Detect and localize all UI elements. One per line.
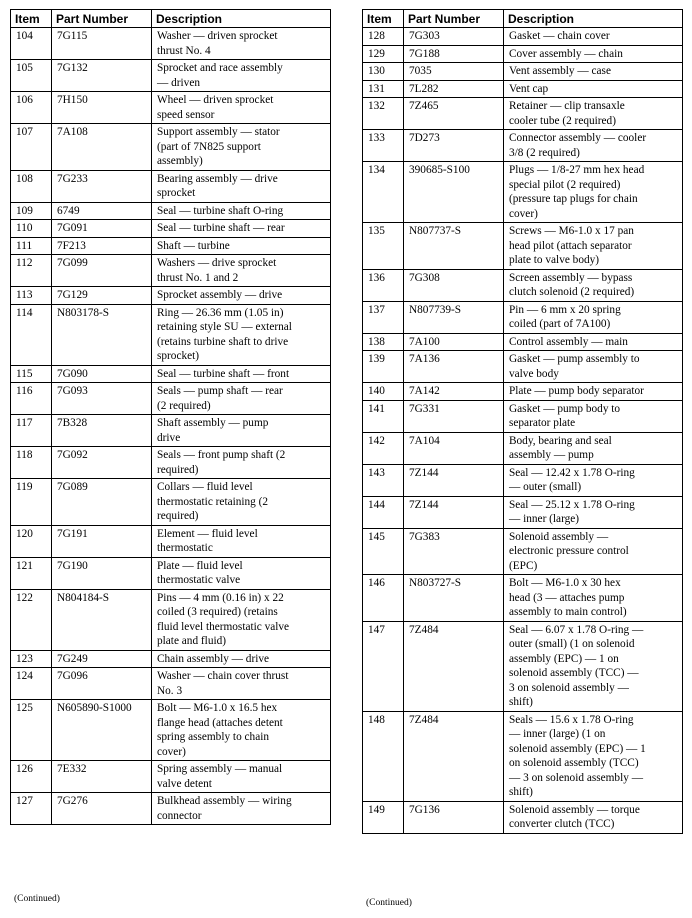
- table-row: [363, 621, 683, 711]
- description-cell: Bolt — M6-1.0 x 30 hex head (3 — attaches pump assembly to main control): [504, 575, 683, 622]
- part-number-cell: 7G089: [52, 479, 152, 526]
- item-cell: 123: [11, 650, 52, 668]
- part-number-cell: 7D273: [404, 130, 504, 162]
- part-number-cell: N803178-S: [52, 304, 152, 365]
- table-row: [11, 304, 331, 365]
- header-description: Description: [152, 10, 331, 28]
- description-cell: Connector assembly — cooler 3/8 (2 required): [504, 130, 683, 162]
- part-number-cell: 7A100: [404, 333, 504, 351]
- item-cell: 114: [11, 304, 52, 365]
- table-row: [11, 255, 331, 287]
- header-item: Item: [11, 10, 52, 28]
- item-cell: 137: [363, 301, 404, 333]
- item-cell: 140: [363, 383, 404, 401]
- part-number-cell: 7E332: [52, 761, 152, 793]
- table-row: [11, 28, 331, 60]
- part-number-cell: 7A136: [404, 351, 504, 383]
- item-cell: 132: [363, 98, 404, 130]
- description-cell: Element — fluid level thermostatic: [152, 525, 331, 557]
- table-row: [11, 60, 331, 92]
- table-row: [11, 650, 331, 668]
- continued-note-left: (Continued): [14, 894, 60, 904]
- item-cell: 127: [11, 793, 52, 825]
- table-row: [363, 162, 683, 223]
- description-cell: Chain assembly — drive: [152, 650, 331, 668]
- description-cell: Gasket — pump assembly to valve body: [504, 351, 683, 383]
- table-row: [11, 761, 331, 793]
- header-item: Item: [363, 10, 404, 28]
- item-cell: 104: [11, 28, 52, 60]
- table-row: [11, 237, 331, 255]
- part-number-cell: 7G308: [404, 269, 504, 301]
- item-cell: 135: [363, 223, 404, 270]
- description-cell: Vent assembly — case: [504, 63, 683, 81]
- description-cell: Bolt — M6-1.0 x 16.5 hex flange head (attaches detent spring assembly to chain cover): [152, 700, 331, 761]
- table-row: [11, 557, 331, 589]
- table-row: [363, 80, 683, 98]
- table-row: [363, 45, 683, 63]
- table-row: [11, 202, 331, 220]
- part-number-cell: 7G090: [52, 365, 152, 383]
- item-cell: 139: [363, 351, 404, 383]
- table-row: [363, 383, 683, 401]
- table-row: [363, 575, 683, 622]
- description-cell: Sprocket and race assembly — driven: [152, 60, 331, 92]
- table-row: [363, 528, 683, 575]
- item-cell: 144: [363, 496, 404, 528]
- item-cell: 149: [363, 801, 404, 833]
- part-number-cell: N803727-S: [404, 575, 504, 622]
- description-cell: Shaft — turbine: [152, 237, 331, 255]
- table-row: [363, 223, 683, 270]
- description-cell: Seals — 15.6 x 1.78 O-ring — inner (large) (1 on solenoid assembly (EPC) — 1 on solenoid assembly (TCC) — 3 on solenoid assembly — shift): [504, 711, 683, 801]
- part-number-cell: N605890-S1000: [52, 700, 152, 761]
- table-row: [363, 301, 683, 333]
- item-cell: 128: [363, 28, 404, 46]
- continued-note-right: (Continued): [366, 898, 412, 908]
- parts-table-left-body: [11, 28, 331, 825]
- item-cell: 113: [11, 287, 52, 305]
- part-number-cell: 7B328: [52, 415, 152, 447]
- description-cell: Shaft assembly — pump drive: [152, 415, 331, 447]
- parts-table-left: [10, 9, 331, 825]
- item-cell: 126: [11, 761, 52, 793]
- description-cell: Control assembly — main: [504, 333, 683, 351]
- table-header-row: [363, 10, 683, 28]
- description-cell: Gasket — chain cover: [504, 28, 683, 46]
- item-cell: 111: [11, 237, 52, 255]
- description-cell: Plugs — 1/8-27 mm hex head special pilot (2 required) (pressure tap plugs for chain cover): [504, 162, 683, 223]
- description-cell: Spring assembly — manual valve detent: [152, 761, 331, 793]
- table-row: [11, 479, 331, 526]
- part-number-cell: 7G092: [52, 447, 152, 479]
- part-number-cell: 7F213: [52, 237, 152, 255]
- description-cell: Seal — turbine shaft — front: [152, 365, 331, 383]
- description-cell: Screws — M6-1.0 x 17 pan head pilot (attach separator plate to valve body): [504, 223, 683, 270]
- item-cell: 112: [11, 255, 52, 287]
- description-cell: Cover assembly — chain: [504, 45, 683, 63]
- table-row: [363, 464, 683, 496]
- item-cell: 116: [11, 383, 52, 415]
- item-cell: 147: [363, 621, 404, 711]
- table-row: [11, 668, 331, 700]
- part-number-cell: 7G136: [404, 801, 504, 833]
- table-row: [363, 130, 683, 162]
- part-number-cell: 7G191: [52, 525, 152, 557]
- header-part-number: Part Number: [404, 10, 504, 28]
- description-cell: Seal — 25.12 x 1.78 O-ring — inner (large): [504, 496, 683, 528]
- part-number-cell: 7G383: [404, 528, 504, 575]
- part-number-cell: 7Z484: [404, 711, 504, 801]
- table-row: [363, 432, 683, 464]
- description-cell: Seal — turbine shaft — rear: [152, 220, 331, 238]
- table-row: [11, 365, 331, 383]
- part-number-cell: 7G096: [52, 668, 152, 700]
- part-number-cell: 7G091: [52, 220, 152, 238]
- part-number-cell: 7G303: [404, 28, 504, 46]
- description-cell: Washer — chain cover thrust No. 3: [152, 668, 331, 700]
- table-row: [11, 447, 331, 479]
- part-number-cell: 7G099: [52, 255, 152, 287]
- item-cell: 120: [11, 525, 52, 557]
- description-cell: Ring — 26.36 mm (1.05 in) retaining style SU — external (retains turbine shaft to drive sprocket): [152, 304, 331, 365]
- item-cell: 108: [11, 170, 52, 202]
- description-cell: Pin — 6 mm x 20 spring coiled (part of 7A100): [504, 301, 683, 333]
- item-cell: 121: [11, 557, 52, 589]
- table-row: [363, 333, 683, 351]
- part-number-cell: 6749: [52, 202, 152, 220]
- part-number-cell: 7G093: [52, 383, 152, 415]
- item-cell: 148: [363, 711, 404, 801]
- item-cell: 134: [363, 162, 404, 223]
- part-number-cell: 7Z484: [404, 621, 504, 711]
- parts-table-right: [362, 9, 683, 834]
- parts-table-right-body: [363, 28, 683, 834]
- description-cell: Support assembly — stator (part of 7N825 support assembly): [152, 124, 331, 171]
- description-cell: Seal — turbine shaft O-ring: [152, 202, 331, 220]
- part-number-cell: 7A108: [52, 124, 152, 171]
- part-number-cell: 7H150: [52, 92, 152, 124]
- item-cell: 115: [11, 365, 52, 383]
- item-cell: 118: [11, 447, 52, 479]
- table-row: [363, 711, 683, 801]
- item-cell: 105: [11, 60, 52, 92]
- table-row: [11, 589, 331, 650]
- description-cell: Seal — 6.07 x 1.78 O-ring — outer (small) (1 on solenoid assembly (EPC) — 1 on solenoid assembly (TCC) — 3 on solenoid assembly — shift): [504, 621, 683, 711]
- part-number-cell: 7G276: [52, 793, 152, 825]
- part-number-cell: 7G188: [404, 45, 504, 63]
- part-number-cell: 7035: [404, 63, 504, 81]
- description-cell: Seal — 12.42 x 1.78 O-ring — outer (small): [504, 464, 683, 496]
- part-number-cell: 7G249: [52, 650, 152, 668]
- description-cell: Sprocket assembly — drive: [152, 287, 331, 305]
- item-cell: 145: [363, 528, 404, 575]
- description-cell: Washers — drive sprocket thrust No. 1 and 2: [152, 255, 331, 287]
- item-cell: 138: [363, 333, 404, 351]
- part-number-cell: 7Z465: [404, 98, 504, 130]
- description-cell: Seals — front pump shaft (2 required): [152, 447, 331, 479]
- part-number-cell: 7G331: [404, 400, 504, 432]
- table-header-row: [11, 10, 331, 28]
- part-number-cell: 7L282: [404, 80, 504, 98]
- table-row: [11, 793, 331, 825]
- description-cell: Seals — pump shaft — rear (2 required): [152, 383, 331, 415]
- description-cell: Solenoid assembly — torque converter clutch (TCC): [504, 801, 683, 833]
- description-cell: Plate — pump body separator: [504, 383, 683, 401]
- table-row: [363, 269, 683, 301]
- header-part-number: Part Number: [52, 10, 152, 28]
- table-row: [11, 170, 331, 202]
- item-cell: 124: [11, 668, 52, 700]
- table-row: [363, 801, 683, 833]
- table-row: [363, 496, 683, 528]
- table-row: [363, 351, 683, 383]
- table-row: [11, 220, 331, 238]
- part-number-cell: 7G132: [52, 60, 152, 92]
- item-cell: 119: [11, 479, 52, 526]
- table-row: [11, 287, 331, 305]
- description-cell: Solenoid assembly — electronic pressure control (EPC): [504, 528, 683, 575]
- part-number-cell: 7Z144: [404, 464, 504, 496]
- description-cell: Gasket — pump body to separator plate: [504, 400, 683, 432]
- table-row: [363, 63, 683, 81]
- item-cell: 130: [363, 63, 404, 81]
- part-number-cell: 7G115: [52, 28, 152, 60]
- table-row: [363, 28, 683, 46]
- item-cell: 129: [363, 45, 404, 63]
- item-cell: 110: [11, 220, 52, 238]
- item-cell: 109: [11, 202, 52, 220]
- table-row: [11, 700, 331, 761]
- description-cell: Washer — driven sprocket thrust No. 4: [152, 28, 331, 60]
- header-description: Description: [504, 10, 683, 28]
- table-row: [11, 525, 331, 557]
- description-cell: Wheel — driven sprocket speed sensor: [152, 92, 331, 124]
- part-number-cell: 7G233: [52, 170, 152, 202]
- description-cell: Bulkhead assembly — wiring connector: [152, 793, 331, 825]
- item-cell: 146: [363, 575, 404, 622]
- part-number-cell: 7G129: [52, 287, 152, 305]
- item-cell: 122: [11, 589, 52, 650]
- table-row: [363, 98, 683, 130]
- item-cell: 131: [363, 80, 404, 98]
- table-row: [11, 124, 331, 171]
- part-number-cell: N807739-S: [404, 301, 504, 333]
- part-number-cell: N804184-S: [52, 589, 152, 650]
- item-cell: 143: [363, 464, 404, 496]
- part-number-cell: 7G190: [52, 557, 152, 589]
- description-cell: Screen assembly — bypass clutch solenoid (2 required): [504, 269, 683, 301]
- table-row: [363, 400, 683, 432]
- item-cell: 107: [11, 124, 52, 171]
- item-cell: 117: [11, 415, 52, 447]
- description-cell: Retainer — clip transaxle cooler tube (2 required): [504, 98, 683, 130]
- description-cell: Pins — 4 mm (0.16 in) x 22 coiled (3 required) (retains fluid level thermostatic valve plate and fluid): [152, 589, 331, 650]
- item-cell: 141: [363, 400, 404, 432]
- item-cell: 133: [363, 130, 404, 162]
- description-cell: Bearing assembly — drive sprocket: [152, 170, 331, 202]
- item-cell: 125: [11, 700, 52, 761]
- item-cell: 142: [363, 432, 404, 464]
- description-cell: Body, bearing and seal assembly — pump: [504, 432, 683, 464]
- part-number-cell: 7Z144: [404, 496, 504, 528]
- part-number-cell: 7A104: [404, 432, 504, 464]
- part-number-cell: 7A142: [404, 383, 504, 401]
- part-number-cell: 390685-S100: [404, 162, 504, 223]
- item-cell: 136: [363, 269, 404, 301]
- table-row: [11, 383, 331, 415]
- item-cell: 106: [11, 92, 52, 124]
- description-cell: Vent cap: [504, 80, 683, 98]
- description-cell: Plate — fluid level thermostatic valve: [152, 557, 331, 589]
- part-number-cell: N807737-S: [404, 223, 504, 270]
- table-row: [11, 92, 331, 124]
- description-cell: Collars — fluid level thermostatic retaining (2 required): [152, 479, 331, 526]
- table-row: [11, 415, 331, 447]
